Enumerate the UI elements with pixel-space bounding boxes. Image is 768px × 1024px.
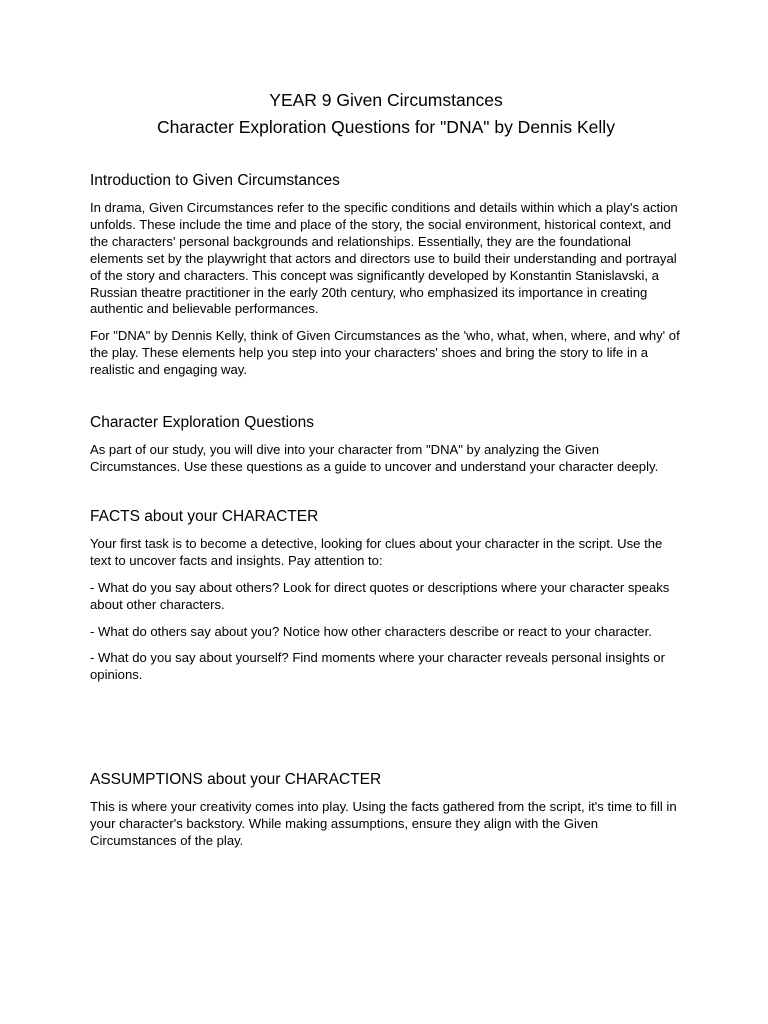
document-title-line-2: Character Exploration Questions for "DNA" by Dennis Kelly: [157, 117, 615, 137]
paragraph: For "DNA" by Dennis Kelly, think of Given Circumstances as the 'who, what, when, where, and why' of the play. These elements help you step into your characters' shoes and bring the story to life in a realistic and engaging way.: [90, 328, 680, 378]
section-heading: FACTS about your CHARACTER: [90, 507, 319, 525]
section-facts: [90, 507, 682, 684]
paragraph: Your first task is to become a detective, looking for clues about your character in the script. Use the text to uncover facts and insights. Pay attention to:: [90, 535, 663, 568]
list-item: - What do others say about you? Notice how other characters describe or react to your character.: [90, 623, 652, 639]
paragraph: This is where your creativity comes into play. Using the facts gathered from the script, it's time to fill in your character's backstory. While making assumptions, ensure they align with the Given Circumstances of the play.: [90, 799, 677, 849]
section-heading: Character Exploration Questions: [90, 414, 315, 432]
paragraph: As part of our study, you will dive into your character from "DNA" by analyzing the Given Circumstances. Use these questions as a guide to uncover and understand your character deeply.: [90, 442, 659, 474]
section-character-exploration: [90, 413, 682, 476]
document-title-line-1: YEAR 9 Given Circumstances: [269, 90, 503, 110]
list-item: - What do you say about yourself? Find moments where your character reveals personal insights or opinions.: [90, 650, 665, 683]
paragraph: In drama, Given Circumstances refer to the specific conditions and details within which a play's action unfolds. These include the time and place of the story, the social environment, historical context, and the characters' personal backgrounds and relationships. Essentially, they are the foundational elements set by the playwright that actors and directors use to build their understanding and portrayal of the story and characters. This concept was significantly developed by Konstantin Stanislavski, a Russian theatre practitioner in the early 20th century, who emphasized its importance in creating authentic and believable performances.: [90, 200, 678, 317]
document-page: [90, 87, 682, 860]
section-introduction: [90, 171, 682, 379]
section-assumptions: [90, 770, 682, 850]
section-heading: ASSUMPTIONS about your CHARACTER: [90, 771, 382, 789]
list-item: - What do you say about others? Look for direct quotes or descriptions where your character speaks about other characters.: [90, 579, 670, 612]
section-heading: Introduction to Given Circumstances: [90, 172, 340, 189]
